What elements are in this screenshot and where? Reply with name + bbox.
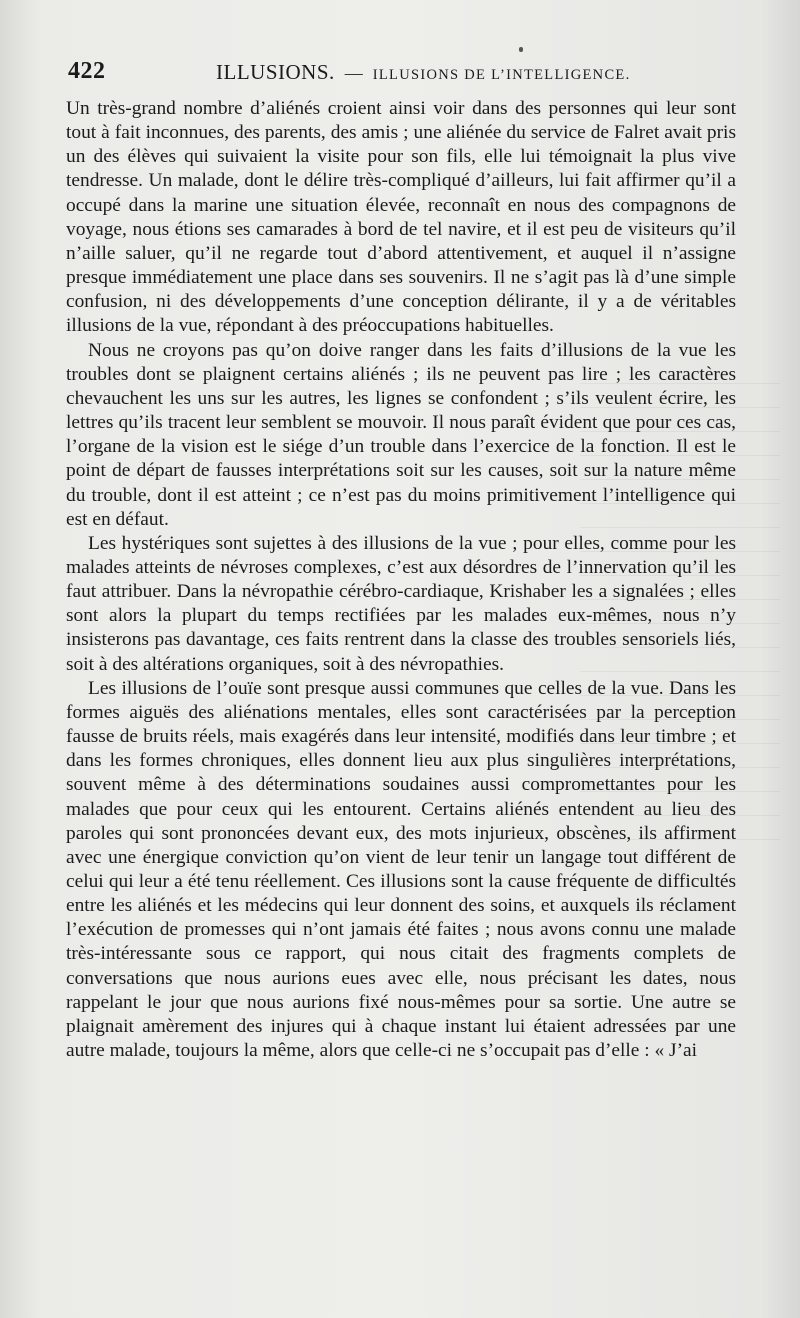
running-title — [216, 60, 631, 85]
paragraph: Nous ne croyons pas qu’on doive ranger dans les faits d’illusions de la vue les troubles dont se plaignent certains aliénés ; ils ne peuvent pas lire ; les caractères chevauchent les uns sur les autres, les lignes se confondent ; s’ils veulent écrire, les lettres qu’ils tracent leur semblent se mouvoir. Il nous paraît évident que pour ces cas, l’organe de la vision est le siége d’un trouble dans l’exercice de la fonction. Il est le point de départ de fausses interprétations soit sur les causes, soit sur la nature même du trouble, dont il est atteint ; ce n’est pas du moins primitivement l’intelligence qui est en défaut. — [66, 339, 736, 530]
section-title: ILLUSIONS. — [216, 60, 335, 84]
page-number: 422 — [68, 58, 106, 84]
paragraph: Les illusions de l’ouïe sont presque aussi communes que celles de la vue. Dans les formes aiguës des aliénations mentales, elles sont caractérisées par la perception fausse de bruits réels, mais exagérés dans leur intensité, modifiés dans leur timbre ; et dans les formes chroniques, elles donnent lieu aux plus singulières interprétations, souvent même à des déterminations soudaines aussi compromettantes pour les malades que pour ceux qui les entourent. Certains aliénés entendent au lieu des paroles qui sont prononcées devant eux, des mots injurieux, obscènes, ils affirment avec une énergique conviction qu’on vient de leur tenir un langage tout différent de celui qui leur a été tenu réellement. Ces illusions sont la cause fréquente de difficultés entre les aliénés et les médecins qui leur donnent des soins, et auxquels ils réclament l’exécution de promesses qui n’ont jamais été faites ; nous avons connu une malade très-intéressante sous ce rapport, qui nous citait des fragments complets de conversations que nous aurions eues avec elle, nous précisant les dates, nous rappelant le jour que nous aurions fixé nous-mêmes pour sa sortie. Une autre se plaignait amèrement des injures qui à chaque instant lui étaient adressées par une autre malade, toujours la même, alors que celle-ci ne s’occupait pas d’elle : « J’ai — [66, 677, 736, 1062]
body-text — [66, 97, 736, 1063]
paragraph: Les hystériques sont sujettes à des illusions de la vue ; pour elles, comme pour les malades atteints de névroses complexes, c’est aux désordres de l’innervation qu’il les faut attribuer. Dans la névropathie cérébro-cardiaque, Krishaber les a signalées ; elles sont alors la plupart du temps rectifiées par les malades eux-mêmes, nous n’y insisterons pas davantage, ces faits rentrent dans la classe des troubles sensoriels liés, soit à des altérations organiques, soit à des névropathies. — [66, 532, 736, 675]
print-mark — [519, 47, 523, 52]
running-header — [68, 58, 732, 90]
subsection-title: ILLUSIONS DE L’INTELLIGENCE. — [372, 67, 631, 83]
title-dash: — — [344, 63, 363, 83]
paragraph: Un très-grand nombre d’aliénés croient ainsi voir dans des personnes qui leur sont tout à fait inconnues, des parents, des amis ; une aliénée du service de Falret avait pris un des élèves qui suivaient la visite pour son fils, elle lui témoignait la plus vive tendresse. Un malade, dont le délire très-compliqué d’ailleurs, lui fait affirmer qu’il a occupé dans la marine une situation élevée, reconnaît en nous des compagnons de voyage, nous étions ses camarades à bord de tel navire, et il est peu de visiteurs qu’il n’aille saluer, qu’il ne regarde tout d’abord attentivement, et auquel il n’assigne presque immédiatement une place dans ses souvenirs. Il ne s’agit pas là d’une simple confusion, ni des développements d’une conception délirante, il y a de véritables illusions de la vue, répondant à des préoccupations habituelles. — [66, 98, 736, 337]
